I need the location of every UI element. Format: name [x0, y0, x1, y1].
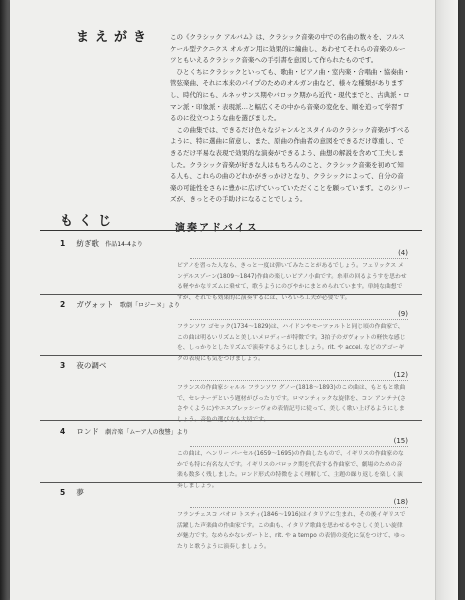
- toc-entry-title: ガヴォット: [76, 300, 114, 309]
- toc-entry-title: 夢: [76, 488, 84, 497]
- toc-entry: [40, 297, 422, 362]
- toc-entry-page: (18): [190, 498, 408, 508]
- booklet-page: [10, 0, 458, 600]
- toc-entry-number: 1: [60, 239, 66, 248]
- toc-heading: もくじ: [60, 214, 118, 229]
- toc-entry-number: 5: [60, 488, 66, 497]
- preface-paragraph: この《クラシック アルバム》は、クラシック音楽の中での名曲の数々を、フルスケール型テクニクス オルガン用に効果的に編曲し、あわせてそれらの音楽のルーツともいえるクラシック音楽への手引書を意図して作られたものです。: [170, 33, 406, 65]
- toc-entry-advice: この曲は、ヘンリー パーセル(1659〜1695)の作曲したもので、イギリスの作曲家のなかでも特に有名な人です。イギリスのバロック期を代表する作曲家で、劇場のための音楽も数多く残しました。ロンド形式の特徴をよく理解して、主題の繰り返しを楽しく演奏しましょう。: [177, 451, 404, 489]
- toc-entry-title: 夜の調べ: [76, 361, 107, 370]
- toc-entry-page: (4): [190, 249, 408, 259]
- toc-entry-page: (15): [190, 437, 408, 447]
- advice-heading: 演奏アドバイス: [175, 223, 259, 234]
- toc-entry: [40, 424, 422, 489]
- toc-entry-title-line: [60, 238, 143, 249]
- toc-entry-advice: ピアノを習った人なら、きっと一度は弾いてみたことがあるでしょう。フェリックス メンデルスゾーン(1809〜1847)作曲の楽しいピアノ小曲です。糸車の回るようすを思わせる軽やかなリズムに乗せて、歌うようにのびやかにまとめられています。単純な曲想ですが、それでも効果的に演奏するには、いろいろ工夫が必要です。: [177, 263, 407, 301]
- toc-entry-note: 劇音楽「ムーア人の復讐」より: [105, 429, 189, 436]
- toc-entry-advice: フランソワ ゴセック(1734〜1829)は、ハイドンやモーツァルトと同じ頃の作曲家で、この曲は明るいリズムと美しいメロディーが特徴です。3拍子のガヴォットの軽快な感じを、しっかりとしたリズムで演奏するようにしましょう。rit. や accel. などのアゴーギクの表現にも気をつけましょう。: [177, 324, 406, 362]
- preface-paragraph: ひとくちにクラシックといっても、歌曲・ピアノ曲・室内楽・合唱曲・協奏曲・管弦楽曲、それに本来のパイプのためのオルガン曲など、様々な種類がありますし、時代的にも、ルネッサンス期やバロック期から近代・現代までと、古典派・ロマン派・印象派・表現派…と幅広くその中から音楽の変化を、順を追って学習するのに役立つような曲を選びました。: [170, 67, 410, 123]
- preface-paragraph: この曲集では、できるだけ色々なジャンルとスタイルのクラシック音楽がすべるように、特に選曲に留意し、また、原曲の作曲者の意図をできるだけ尊重し、できるだけ平易な表現で効果的な演奏ができるよう、曲想の解説を含めて工夫しました。クラシック音楽が好きな人はもちろんのこと、クラシック音楽を初めて知る人も、これらの曲のどれかがきっかけとなり、クラシックによって、自分の音楽の可能性をさらに豊かに広げていっていただくことを願っています。このシリーズが、きっとその手助けになることでしょう。: [170, 125, 410, 204]
- preface-heading: まえがき: [76, 30, 153, 45]
- toc-entry-page: (12): [190, 371, 408, 381]
- next-page-edge: [435, 0, 458, 600]
- toc-entry-title-line: [60, 360, 110, 371]
- toc-entry-advice: フランスの作曲家シャルル フランソワ グノー(1818〜1893)のこの曲は、もともと歌曲で、セレナーデという題材がぴったりです。ロマンティックな旋律を、コン アンテナ(ささやくように)やエスプレッシーヴォの表情記号に従って、美しく歌い上げるようにしましょう。音色の選び方も大切です。: [177, 385, 406, 423]
- toc-entry-note: 歌劇「ロジーヌ」より: [119, 302, 180, 309]
- toc-entry-title-line: [60, 426, 189, 437]
- toc-entry-page: (9): [190, 310, 408, 320]
- toc-entry-number: 3: [60, 361, 66, 370]
- toc-entry-title-line: [60, 487, 88, 498]
- toc-entry: [40, 358, 422, 421]
- toc-entry-title-line: [60, 299, 180, 310]
- toc-entry-number: 4: [60, 427, 66, 436]
- toc-entry-number: 2: [60, 300, 66, 309]
- toc-entry-title: 紡ぎ歌: [76, 239, 99, 248]
- toc-top-rule: [40, 230, 422, 231]
- toc-entry: [40, 236, 422, 301]
- toc-entry: [40, 485, 422, 600]
- toc-entry-advice: フランチェスコ パオロ トスティ(1846〜1916)はイタリアに生まれ、その後イギリスで活躍した声楽曲の作曲家です。この曲も、イタリア歌曲を思わせるやさしく美しい旋律が魅力です。なめらかなレガートと、rit. や a tempo の表情の変化に気をつけて、ゆったりと歌うように演奏しましょう。: [177, 512, 406, 550]
- toc-entry-title: ロンド: [76, 427, 99, 436]
- preface-text: [170, 32, 410, 206]
- toc-entry-note: 作品14-4より: [105, 241, 143, 248]
